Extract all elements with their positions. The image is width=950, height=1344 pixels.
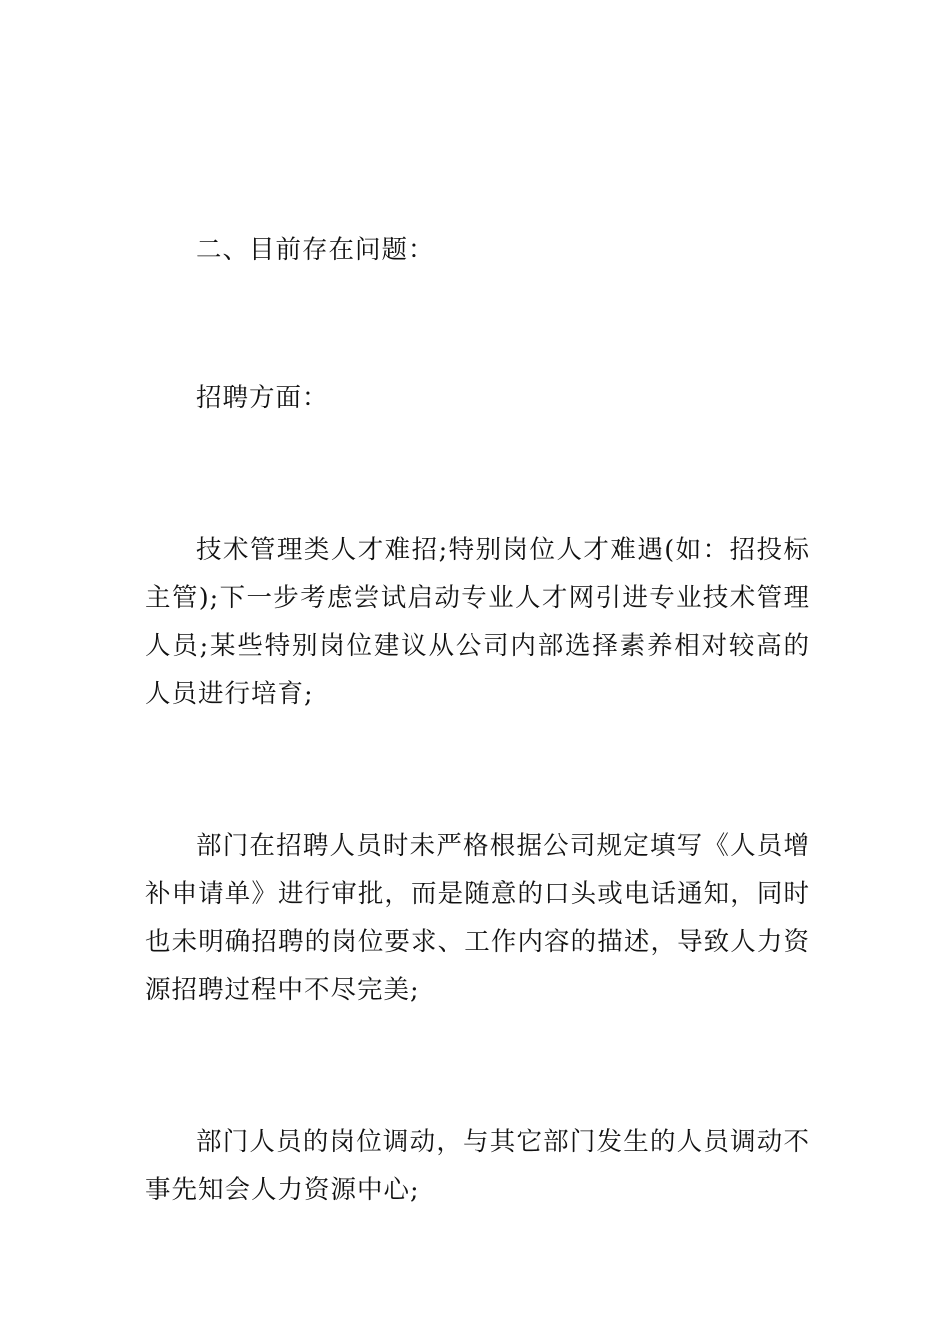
paragraph-transfer-notice: 部门人员的岗位调动，与其它部门发生的人员调动不事先知会人力资源中心; [145,1127,810,1205]
section-heading: 二、目前存在问题： [196,235,435,265]
paragraph-recruitment-difficulty: 技术管理类人才难招;特别岗位人才难遇(如：招投标主管);下一步考虑尝试启动专业人才网引进专业技术管理人员;某些特别岗位建议从公司内部选择素养相对较高的人员进行培育; [145,535,810,709]
paragraph-recruitment-process: 部门在招聘人员时未严格根据公司规定填写《人员增补申请单》进行审批，而是随意的口头或电话通知，同时也未明确招聘的岗位要求、工作内容的描述，导致人力资源招聘过程中不尽完美; [145,831,810,1005]
subsection-heading: 招聘方面： [196,383,329,413]
